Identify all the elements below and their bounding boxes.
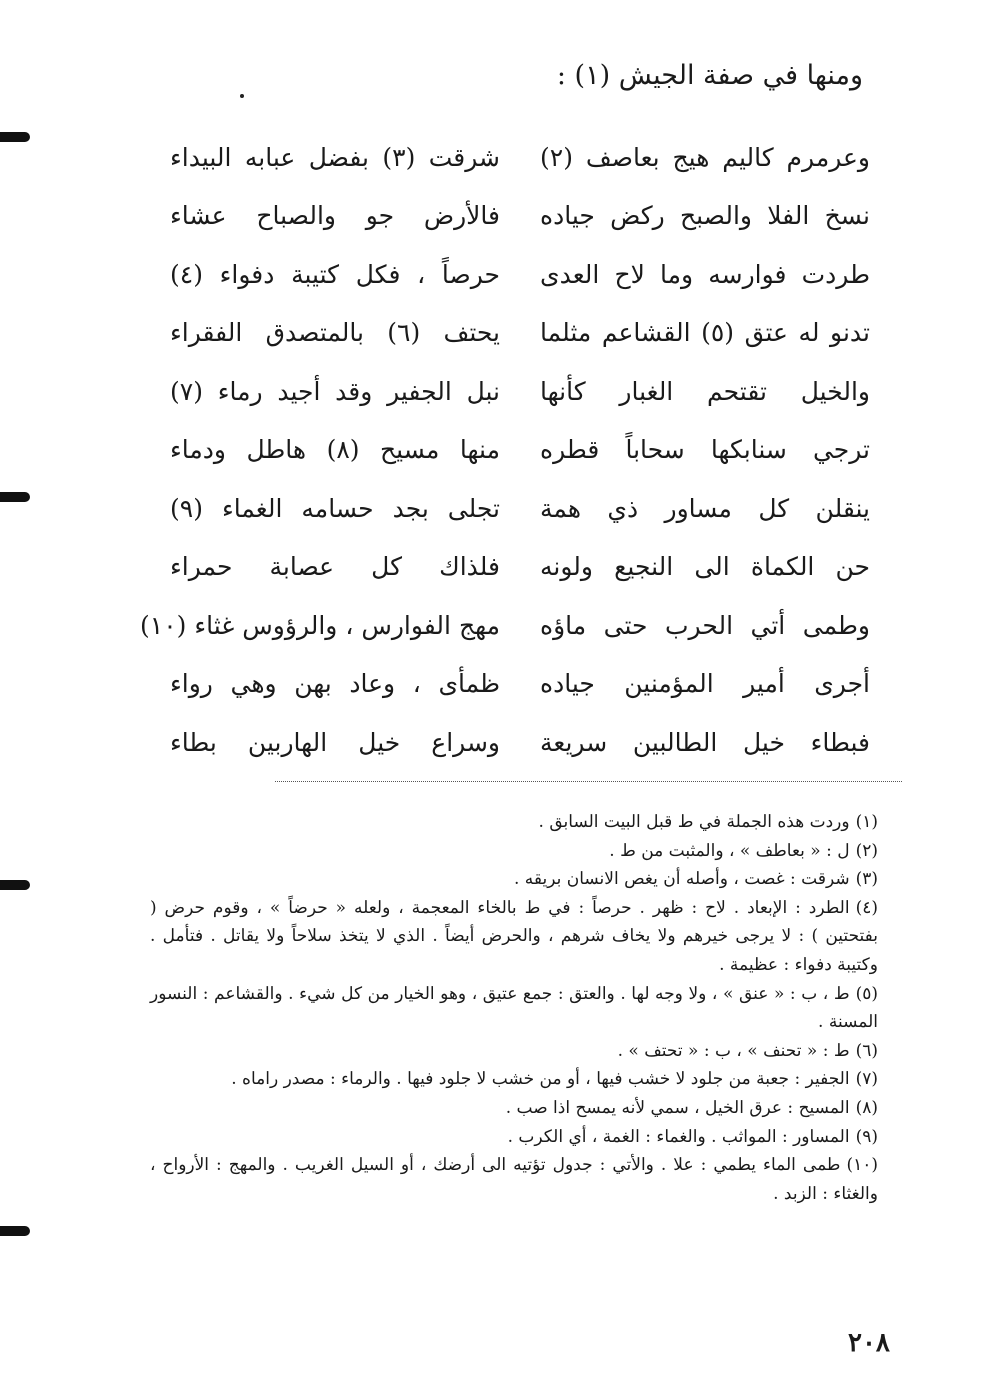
footnote-text: شرقت : غصت ، وأصله أن يغص الانسان بريقه . <box>513 869 850 890</box>
verse-first-hemistich: ترجي سنابكها سحاباً قطره <box>540 435 870 465</box>
verse-row <box>170 655 870 714</box>
verse-second-hemistich: حرصاً ، فكل كتيبة دفواء (٤) <box>170 259 500 289</box>
verse-first-hemistich: والخيل تقتحم الغبار كأنها <box>540 376 870 406</box>
footnotes <box>150 808 878 1208</box>
footnote-text: ط ، ب : « عنق » ، ولا وجه لها . والعتق : جمع عتيق ، وهو الخيار من كل شيء . والقشاعم : النسور المسنة . <box>150 983 878 1033</box>
verse-row <box>140 596 870 655</box>
footnote-number: (٤) <box>855 897 878 918</box>
verse-row <box>170 421 870 480</box>
verse-second-hemistich: ظمأى ، وعاد بهن وهي رواء <box>170 669 500 699</box>
verse-first-hemistich: ينقلن كل مساور ذي همة <box>540 493 870 523</box>
verse-row <box>170 187 870 246</box>
footnote-text: المسيح : عرق الخيل ، سمي لأنه يمسح اذا صب . <box>505 1097 850 1118</box>
footnote-number: (١٠) <box>846 1155 878 1176</box>
footnote <box>150 1037 878 1066</box>
verse-row <box>170 304 870 363</box>
verse-row <box>170 538 870 597</box>
margin-mark <box>0 880 30 890</box>
margin-mark <box>0 1226 30 1236</box>
footnote-number: (١) <box>855 812 878 832</box>
footnote <box>150 1065 878 1094</box>
poem-verses <box>140 128 870 772</box>
footnote <box>150 894 878 980</box>
verse-row <box>170 362 870 421</box>
verse-row <box>170 713 870 772</box>
footnote-number: (٩) <box>855 1126 878 1147</box>
verse-row <box>170 128 870 187</box>
footnote-text: الطرد : الإبعاد . لاح : ظهر . حرصاً : في ط بالخاء المعجمة ، ولعله « حرضاً » ، وقوم حرض ( بفتحتين ) : لا يرجى خيرهم ولا يخاف شرهم ، والحرض أيضاً . الذي لا يتخذ سلاحاً ولا يقاتل . فتأمل . وكتيبة دفواء : عظيمة . <box>150 897 878 975</box>
footnote <box>150 1151 878 1208</box>
verse-row <box>170 245 870 304</box>
verse-first-hemistich: نسخ الفلا والصبح ركض جياده <box>540 201 870 231</box>
poem-heading: ومنها في صفة الجيش (١) : <box>556 60 863 91</box>
footnote-number: (٢) <box>855 840 878 861</box>
margin-mark <box>0 492 30 502</box>
verse-second-hemistich: مهج الفوارس ، والرؤوس غثاء (١٠) <box>140 610 500 640</box>
verse-first-hemistich: فبطاء خيل الطالبين سريعة <box>540 727 870 757</box>
verse-first-hemistich: حن الكماة الى النجيع ولونه <box>540 552 870 582</box>
footnote <box>150 980 878 1037</box>
footnote <box>150 865 878 894</box>
footnote-text: وردت هذه الجملة في ط قبل البيت السابق . <box>538 812 850 832</box>
verse-second-hemistich: وسراع خيل الهاربين بطاء <box>170 727 500 757</box>
verse-second-hemistich: شرقت (٣) بفضل عبابه البيداء <box>170 142 500 172</box>
footnote-divider <box>275 781 902 782</box>
verse-first-hemistich: طردت فوارسه وما لاح العدى <box>540 259 870 289</box>
footnote-number: (٦) <box>855 1040 878 1061</box>
verse-second-hemistich: فالأرض جو والصباح عشاء <box>170 201 500 231</box>
verse-second-hemistich: يحتف (٦) بالمتصدق الفقراء <box>170 318 501 348</box>
verse-first-hemistich: تدنو له عتق (٥) القشاعم مثلما <box>540 318 870 348</box>
footnote-number: (٨) <box>855 1097 878 1118</box>
margin-mark <box>0 132 30 142</box>
footnote-text: الجفير : جعبة من جلود لا خشب فيها ، أو من خشب لا جلود فيها . والرماء : مصدر راماه . <box>231 1069 850 1090</box>
page-number: ٢٠٨ <box>848 1328 890 1358</box>
footnote <box>150 1094 878 1123</box>
verse-second-hemistich: منها مسيح (٨) هاطل ودماء <box>170 435 500 465</box>
stray-mark <box>240 94 244 98</box>
verse-row <box>170 479 870 538</box>
verse-first-hemistich: أجرى أمير المؤمنين جياده <box>540 669 870 699</box>
footnote-text: ل : « بعاطف » ، والمثبت من ط . <box>609 840 850 861</box>
footnote <box>150 1123 878 1152</box>
footnote-number: (٣) <box>855 869 878 890</box>
footnote-text: طمى الماء يطمي : علا . والأتي : جدول تؤتيه الى أرضك ، أو السيل الغريب . والمهج : الأرواح ، والغثاء : الزبد . <box>150 1155 878 1204</box>
verse-second-hemistich: فلذاك كل عصابة حمراء <box>170 552 500 582</box>
footnote <box>150 808 878 837</box>
verse-second-hemistich: نبل الجفير وقد أجيد رماء (٧) <box>170 376 500 406</box>
footnote-text: ط : « تحنف » ، ب : « تحتف » . <box>617 1040 850 1061</box>
footnote <box>150 837 878 866</box>
footnote-number: (٧) <box>855 1069 878 1090</box>
footnote-text: المساور : المواثب . والغماء : الغمة ، أي الكرب . <box>507 1126 850 1147</box>
verse-second-hemistich: تجلى بجد حسامه الغماء (٩) <box>170 493 500 523</box>
footnote-number: (٥) <box>855 983 878 1004</box>
verse-first-hemistich: وعرمرم كاليم هيج بعاصف (٢) <box>540 142 870 172</box>
verse-first-hemistich: وطمى أتي الحرب حتى ماؤه <box>540 610 870 640</box>
